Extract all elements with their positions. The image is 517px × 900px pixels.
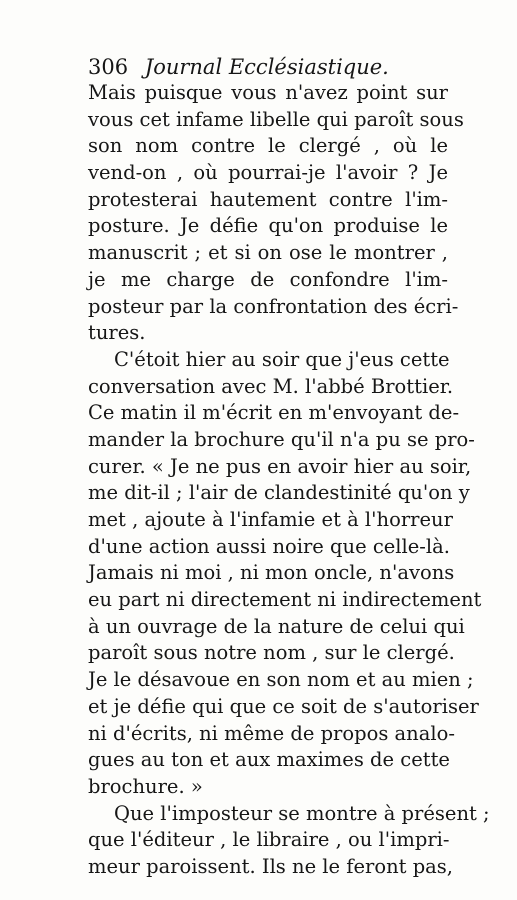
text-line: curer. « Je ne pus en avoir hier au soir, [88, 454, 472, 478]
text-line: je me charge de confondre l'im- [88, 267, 448, 291]
text-line: meur paroissent. Ils ne le feront pas, [88, 854, 454, 878]
text-line: vous cet infame libelle qui paroît sous [88, 107, 464, 131]
text-line: Jamais ni moi , ni mon oncle, n'avons [88, 561, 455, 585]
text-line: manuscrit ; et si on ose le montrer , [88, 241, 448, 265]
paragraph-start-line: C'étoit hier au soir que j'eus cette [114, 347, 450, 371]
text-line: paroît sous notre nom , sur le clergé. [88, 641, 455, 665]
text-line: met , ajoute à l'infamie et à l'horreur [88, 508, 453, 531]
text-line: eu part ni directement ni indirectement [88, 588, 482, 612]
text-line: Je le désavoue en son nom et au mien ; [88, 668, 474, 692]
text-line: d'une action aussi noire que celle-là. [88, 534, 450, 558]
text-line: son nom contre le clergé , où le [88, 134, 448, 158]
text-line: conversation avec M. l'abbé Brottier. [88, 374, 454, 398]
running-title: Journal Ecclésiastique. [144, 55, 389, 79]
page-header [88, 53, 448, 81]
text-line: à un ouvrage de la nature de celui qui [88, 614, 465, 638]
text-line: gues au ton et aux maximes de cette [88, 748, 450, 772]
text-line: vend-on , où pourrai-je l'avoir ? Je [88, 161, 448, 185]
text-line: brochure. » [88, 774, 203, 798]
text-line: mander la brochure qu'il n'a pu se pro- [88, 427, 475, 451]
page-number: 306 [88, 55, 129, 79]
text-line: Mais puisque vous n'avez point sur [88, 81, 448, 104]
text-line: que l'éditeur , le libraire , ou l'impri- [88, 828, 450, 852]
paragraph-start-line: Que l'imposteur se montre à présent ; [114, 801, 490, 825]
text-line: ni d'écrits, ni même de propos analo- [88, 721, 455, 745]
text-line: posture. Je défie qu'on produise le [88, 214, 448, 238]
text-line: protesterai hautement contre l'im- [88, 187, 448, 211]
text-line: et je défie qui que ce soit de s'autoriser [88, 694, 479, 718]
text-line: tures. [88, 321, 146, 345]
text-line: me dit-il ; l'air de clandestinité qu'on y [88, 481, 470, 505]
text-line: posteur par la confrontation des écri- [88, 294, 459, 318]
text-line: Ce matin il m'écrit en m'envoyant de- [88, 401, 460, 425]
body-text [88, 80, 490, 881]
